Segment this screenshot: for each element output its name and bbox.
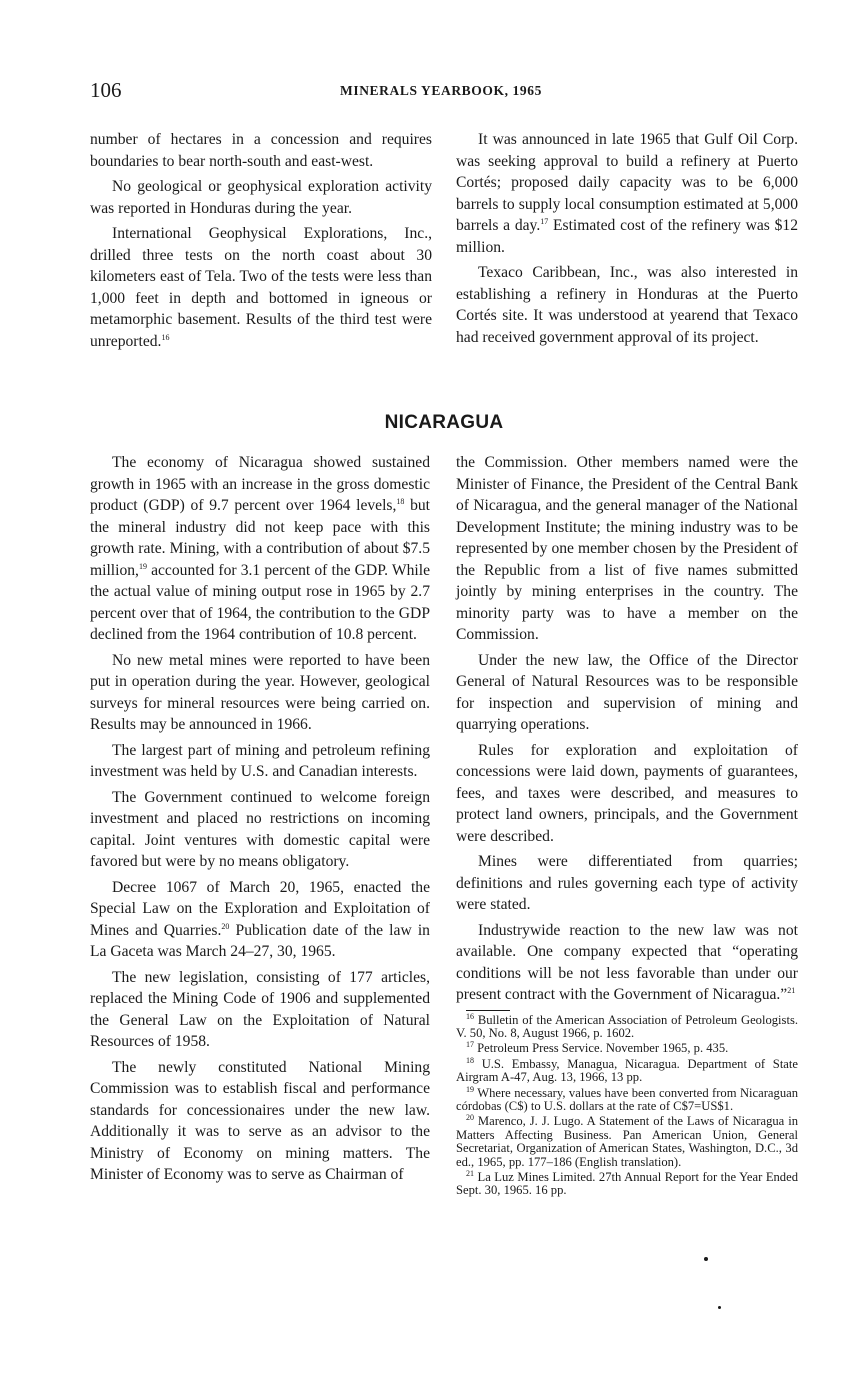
- footnote: [456, 1115, 798, 1169]
- paragraph-text: International Geophysical Explorations, Inc., drilled three tests on the north coast about 30 kilometers east of Tela. Two of the tests were less than 1,000 feet in depth and bottomed in igneous or metamorphic basement. Results of the third test were unreported.: [90, 225, 432, 350]
- speck-mark: [704, 1257, 708, 1261]
- footnote-number: 20: [466, 1113, 474, 1123]
- footnote-number: 21: [466, 1168, 474, 1178]
- footnote: [456, 1011, 798, 1041]
- page-header: [90, 78, 810, 102]
- paragraph: No new metal mines were reported to have been put in operation during the year. However, geological surveys for mineral resources were being carried on. Results may be announced in 1966.: [90, 651, 430, 733]
- paragraph-text: Industrywide reaction to the new law was not available. One company expected that “operating conditions will be not less favorable than under our present contract with the Government of Nicaragua.”: [456, 921, 798, 1003]
- footnote-ref: 20: [221, 921, 230, 931]
- footnote-number: 16: [466, 1011, 474, 1021]
- footnote-ref: 21: [787, 985, 796, 995]
- paragraph-text: The economy of Nicaragua showed sustained growth in 1965 with an increase in the gross domestic product (GDP) of 9.7 percent over 1964 levels,: [90, 454, 430, 514]
- paragraph: [90, 223, 432, 352]
- running-head: MINERALS YEARBOOK, 1965: [340, 83, 542, 98]
- paragraph: The largest part of mining and petroleum refining investment was held by U.S. and Canadian interests.: [90, 741, 430, 780]
- paragraph: [90, 877, 430, 963]
- paragraph-text: It was announced in late 1965 that Gulf Oil Corp. was seeking approval to build a refinery at Puerto Cortés; proposed daily capacity was to be 6,000 barrels to supply local consumption estimated at 5,000 barrels a day.: [456, 131, 798, 234]
- paragraph: The new legislation, consisting of 177 articles, replaced the Mining Code of 1906 and supplemented the General Law on the Exploitation of Natural Resources of 1958.: [90, 968, 430, 1050]
- paragraph: Texaco Caribbean, Inc., was also interested in establishing a refinery in Honduras at the Puerto Cortés site. It was understood at yearend that Texaco had received government approval of its project.: [456, 264, 798, 346]
- paragraph: number of hectares in a concession and requires boundaries to bear north-south and east-west.: [90, 131, 432, 170]
- paragraph: [456, 920, 798, 1006]
- paragraph: The Government continued to welcome foreign investment and placed no restrictions on incoming capital. Joint ventures with domestic capital were favored but were by no means obligatory.: [90, 788, 430, 870]
- paragraph: The newly constituted National Mining Commission was to establish fiscal and performance standards for concessionaires under the new law. Additionally it was to serve as an advisor to the Ministry of Economy on mining matters. The Minister of Economy was to serve as Chairman of: [90, 1058, 430, 1183]
- footnote-text: U.S. Embassy, Managua, Nicaragua. Department of State Airgram A-47, Aug. 13, 1966, 13 pp.: [456, 1056, 798, 1085]
- footnote-text: Marenco, J. J. Lugo. A Statement of the Laws of Nicaragua in Matters Affecting Business. Pan American Union, General Secretariat, Organization of American States, Washington, D.C., 3d ed., 1965, pp. 177–186 (English translation).: [456, 1114, 798, 1169]
- paragraph: Mines were differentiated from quarries; definitions and rules governing each type of activity were stated.: [456, 853, 798, 913]
- paragraph: [456, 129, 798, 258]
- speck-mark: [718, 1306, 721, 1309]
- footnote-ref: 19: [138, 561, 147, 571]
- paragraph-text: Publication date of the law in La Gaceta was March 24–27, 30, 1965.: [90, 921, 430, 960]
- footnote: [456, 1168, 798, 1198]
- paragraph-text: accounted for 3.1 percent of the GDP. While the actual value of mining output rose in 1965 by 2.7 percent over that of 1964, the contribution to the GDP declined from the 1964 contribution of 10.8 percent.: [90, 561, 430, 643]
- paragraph-text: Decree 1067 of March 20, 1965, enacted the Special Law on the Exploration and Exploitation of Mines and Quarries.: [90, 878, 430, 939]
- footnote: [456, 1084, 799, 1114]
- paragraph: the Commission. Other members named were the Minister of Finance, the President of the Central Bank of Nicaragua, and the general manager of the National Development Institute; the mining industry was to be represented by one member chosen by the President of the Republic from a list of five names submitted jointly by mining enterprises in the country. The minority party was to have a member on the Commission.: [456, 454, 798, 643]
- footnote-number: 19: [466, 1084, 474, 1094]
- footnote-number: 17: [466, 1040, 474, 1050]
- footnote: [456, 1042, 798, 1055]
- section-heading: NICARAGUA: [384, 412, 504, 433]
- nicaragua-right-column: [456, 452, 798, 1200]
- footnote-ref: 16: [161, 332, 170, 342]
- paragraph: [90, 452, 430, 646]
- footnote-ref: 18: [396, 496, 405, 506]
- footnote-text: Where necessary, values have been converted from Nicaraguan córdobas (C$) to U.S. dollars at the rate of C$7=US$1.: [456, 1085, 799, 1113]
- honduras-right-column: [456, 129, 798, 352]
- footnote-number: 18: [466, 1055, 474, 1065]
- footnote: [456, 1055, 798, 1085]
- paragraph-text: Estimated cost of the refinery was $12 million.: [456, 217, 798, 256]
- page-number: 106: [90, 78, 122, 102]
- footnotes: [456, 1011, 799, 1198]
- paragraph: No geological or geophysical exploration activity was reported in Honduras during the year.: [90, 178, 432, 217]
- nicaragua-left-column: [90, 452, 430, 1190]
- paragraph: Under the new law, the Office of the Director General of Natural Resources was to be responsible for inspection and supervision of mining and quarrying operations.: [456, 651, 798, 733]
- footnote-text: Petroleum Press Service. November 1965, p. 435.: [477, 1041, 729, 1056]
- honduras-left-column: [90, 129, 432, 356]
- paragraph-text: but the mineral industry did not keep pace with this growth rate. Mining, with a contribution of about $7.5 million,: [90, 497, 430, 579]
- footnote-text: La Luz Mines Limited. 27th Annual Report for the Year Ended Sept. 30, 1965. 16 pp.: [456, 1169, 798, 1198]
- footnote-ref: 17: [540, 216, 549, 226]
- footnote-text: Bulletin of the American Association of Petroleum Geologists. V. 50, No. 8, August 1966, p. 1602.: [456, 1012, 798, 1040]
- paragraph: Rules for exploration and exploitation of concessions were laid down, payments of guarantees, fees, and taxes were described, and measures to protect land owners, principals, and the Government were described.: [456, 741, 798, 845]
